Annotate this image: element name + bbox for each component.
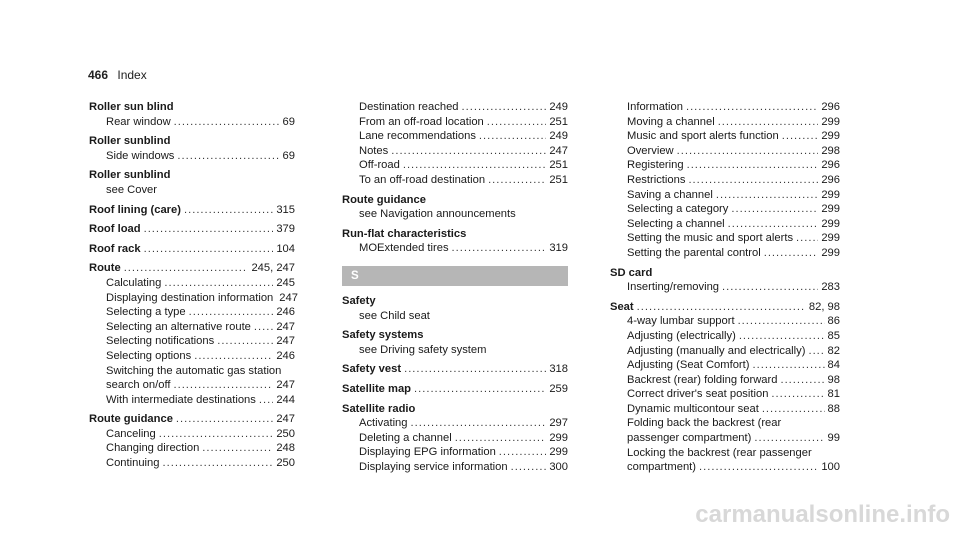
dot-leader: [499, 445, 547, 460]
page-reference[interactable]: 296: [821, 101, 840, 113]
index-entry: [89, 203, 295, 218]
index-entry: [342, 100, 568, 188]
index-entry: [89, 168, 295, 197]
index-subentry[interactable]: [89, 393, 295, 408]
dot-leader: [716, 188, 818, 203]
subentry-text: Side windows: [106, 149, 175, 162]
index-subentry[interactable]: [342, 100, 568, 115]
index-subentry[interactable]: [610, 202, 840, 217]
dot-leader: [753, 358, 825, 373]
page-reference[interactable]: 299: [549, 446, 568, 459]
index-subentry[interactable]: [342, 158, 568, 173]
subentry-text: Locking the backrest (rear passenger: [627, 446, 812, 459]
dot-leader: [174, 115, 280, 130]
subentry-text: Moving a channel: [627, 115, 715, 128]
page-reference[interactable]: 250: [276, 457, 295, 470]
dot-leader: [194, 349, 273, 364]
index-subentry[interactable]: [89, 183, 295, 198]
dot-leader: [217, 334, 273, 349]
dot-leader: [411, 416, 547, 431]
dot-leader: [722, 280, 818, 295]
subentry-text: Selecting a channel: [627, 217, 725, 230]
index-term-line[interactable]: [610, 266, 840, 281]
index-term: Safety: [342, 294, 376, 307]
page-reference[interactable]: 251: [549, 115, 568, 128]
dot-leader: [687, 158, 819, 173]
index-entry: [89, 412, 295, 470]
dot-leader: [163, 456, 274, 471]
page-reference[interactable]: 299: [821, 232, 840, 245]
page-reference[interactable]: 298: [821, 144, 840, 157]
dot-leader: [176, 412, 273, 427]
index-term-line[interactable]: [89, 203, 295, 218]
index-term-line[interactable]: [89, 222, 295, 237]
index-term-line[interactable]: [342, 294, 568, 309]
index-subentry[interactable]: [610, 373, 840, 388]
subentry-text: Lane recommendations: [359, 130, 476, 143]
index-subentry[interactable]: [610, 173, 840, 188]
index-term-line[interactable]: [89, 100, 295, 115]
index-column-3: [610, 100, 840, 480]
page-reference[interactable]: 299: [821, 115, 840, 128]
index-term-line[interactable]: [342, 382, 568, 397]
dot-leader: [718, 115, 819, 130]
subentry-text: Continuing: [106, 457, 160, 470]
index-entry: [89, 134, 295, 163]
index-subentry[interactable]: [89, 349, 295, 364]
section-title: Index: [117, 68, 147, 82]
page-reference[interactable]: 98: [827, 373, 840, 386]
index-subentry[interactable]: [610, 246, 840, 261]
subentry-text: With intermediate destinations: [106, 393, 256, 406]
index-subentry[interactable]: [610, 100, 840, 115]
watermark: carmanualsonline.info: [695, 501, 950, 528]
subentry-text: Selecting notifications: [106, 335, 215, 348]
dot-leader: [731, 202, 818, 217]
index-term: Route guidance: [89, 413, 173, 426]
subentry-text: search on/off: [106, 379, 171, 392]
index-subentry[interactable]: [342, 129, 568, 144]
page-reference[interactable]: 247: [276, 335, 295, 348]
index-subentry[interactable]: [610, 416, 840, 431]
dot-leader: [699, 460, 818, 475]
index-subentry[interactable]: [610, 217, 840, 232]
index-term: Roof lining (care): [89, 203, 181, 216]
index-term-line[interactable]: [342, 402, 568, 417]
index-subentry[interactable]: [342, 173, 568, 188]
index-entry: [342, 227, 568, 256]
index-subentry[interactable]: [342, 241, 568, 256]
dot-leader: [254, 320, 273, 335]
dot-leader: [391, 144, 546, 159]
subentry-text: Setting the music and sport alerts: [627, 232, 794, 245]
section-letter-bar: S: [342, 266, 568, 286]
index-term: Roller sunblind: [89, 169, 171, 182]
page-reference[interactable]: 69: [282, 115, 295, 128]
subentry-text: see Child seat: [359, 309, 430, 322]
index-entry: [342, 294, 568, 323]
subentry-text: Deleting a channel: [359, 431, 452, 444]
dot-leader: [738, 314, 825, 329]
subentry-text: Calculating: [106, 276, 162, 289]
index-subentry[interactable]: [610, 344, 840, 359]
subentry-text: Dynamic multicontour seat: [627, 402, 759, 415]
dot-leader: [728, 217, 819, 232]
subentry-text: Canceling: [106, 427, 156, 440]
dot-leader: [782, 129, 819, 144]
index-subentry[interactable]: [610, 358, 840, 373]
page-reference[interactable]: 318: [549, 363, 568, 376]
dot-leader: [637, 300, 806, 315]
dot-leader: [677, 144, 819, 159]
page-reference[interactable]: 299: [821, 188, 840, 201]
page-reference[interactable]: 84: [827, 359, 840, 372]
page-reference[interactable]: 299: [821, 203, 840, 216]
index-entry: [89, 222, 295, 237]
index-subentry[interactable]: [610, 280, 840, 295]
index-subentry[interactable]: [89, 320, 295, 335]
index-term: Roof load: [89, 223, 141, 236]
index-term: Roller sun blind: [89, 101, 174, 113]
index-subentry[interactable]: [89, 291, 298, 306]
page-reference[interactable]: 283: [821, 281, 840, 294]
index-subentry[interactable]: [342, 115, 568, 130]
index-term: Satellite radio: [342, 402, 416, 415]
dot-leader: [764, 246, 819, 261]
dot-leader: [780, 373, 824, 388]
index-subentry[interactable]: [610, 231, 840, 246]
index-subentry[interactable]: [610, 314, 840, 329]
index-term-line[interactable]: [342, 227, 568, 242]
dot-leader: [488, 173, 546, 188]
subentry-text: Restrictions: [627, 173, 686, 186]
index-term-line[interactable]: [610, 300, 840, 315]
index-term: Roof rack: [89, 242, 141, 255]
index-entry: [89, 100, 295, 129]
page-reference[interactable]: 82, 98: [808, 300, 840, 313]
dot-leader: [403, 158, 546, 173]
index-entry: [342, 362, 568, 377]
subentry-text: Selecting a type: [106, 306, 186, 319]
subentry-text: Adjusting (Seat Comfort): [627, 359, 750, 372]
index-subentry[interactable]: [89, 378, 295, 393]
page-reference[interactable]: 247: [549, 144, 568, 157]
page-reference[interactable]: 81: [827, 388, 840, 401]
index-subentry[interactable]: [89, 427, 295, 442]
dot-leader: [511, 460, 547, 475]
index-entry: [342, 328, 568, 357]
index-subentry[interactable]: [89, 149, 295, 164]
dot-leader: [177, 149, 279, 164]
index-entry: [342, 402, 568, 475]
index-subentry[interactable]: [342, 445, 568, 460]
subentry-text: Setting the parental control: [627, 246, 761, 259]
page-reference[interactable]: 379: [276, 223, 295, 236]
dot-leader: [144, 222, 274, 237]
index-term-line[interactable]: [89, 261, 295, 276]
page-reference[interactable]: 86: [827, 315, 840, 328]
page-reference[interactable]: 85: [827, 329, 840, 342]
dot-leader: [455, 431, 547, 446]
dot-leader: [754, 431, 824, 446]
subentry-text: Adjusting (manually and electrically): [627, 344, 806, 357]
subentry-text: Rear window: [106, 115, 171, 128]
index-subentry[interactable]: [610, 446, 840, 461]
page-reference[interactable]: 319: [549, 242, 568, 255]
dot-leader: [404, 362, 546, 377]
dot-leader: [688, 173, 818, 188]
page-reference[interactable]: 296: [821, 159, 840, 172]
subentry-text: Off-road: [359, 159, 400, 172]
index-subentry[interactable]: [610, 431, 840, 446]
dot-leader: [159, 427, 274, 442]
index-subentry[interactable]: [89, 115, 295, 130]
index-term: Satellite map: [342, 382, 412, 395]
subentry-text: passenger compartment): [627, 432, 752, 445]
page-reference[interactable]: 82: [827, 344, 840, 357]
page-header: [88, 68, 147, 82]
page-reference[interactable]: 297: [549, 417, 568, 430]
page-reference[interactable]: 299: [549, 431, 568, 444]
subentry-text: see Navigation announcements: [359, 208, 516, 221]
index-subentry[interactable]: [342, 309, 568, 324]
page-number: 466: [88, 68, 109, 82]
page-reference[interactable]: 249: [549, 130, 568, 143]
index-subentry[interactable]: [89, 441, 295, 456]
index-term-line[interactable]: [342, 328, 568, 343]
subentry-text: compartment): [627, 461, 697, 474]
index-term-line[interactable]: [342, 362, 568, 377]
page-reference[interactable]: 246: [276, 349, 295, 362]
page-reference[interactable]: 104: [276, 242, 295, 255]
dot-leader: [452, 241, 547, 256]
page-reference[interactable]: 251: [549, 173, 568, 186]
subentry-text: Displaying destination information: [106, 291, 274, 304]
index-term: Run-flat characteristics: [342, 227, 467, 240]
index-subentry[interactable]: [610, 129, 840, 144]
subentry-text: Overview: [627, 144, 674, 157]
page-reference[interactable]: 248: [276, 442, 295, 455]
page-reference[interactable]: 88: [827, 402, 840, 415]
page-reference[interactable]: 246: [276, 306, 295, 319]
page-reference[interactable]: 247: [276, 379, 295, 392]
subentry-text: To an off-road destination: [359, 173, 486, 186]
dot-leader: [771, 387, 824, 402]
subentry-text: Displaying EPG information: [359, 446, 496, 459]
page-reference[interactable]: 69: [282, 149, 295, 162]
page-reference[interactable]: 299: [821, 130, 840, 143]
index-subentry[interactable]: [610, 144, 840, 159]
subentry-text: Correct driver's seat position: [627, 388, 769, 401]
page-reference[interactable]: 249: [549, 101, 568, 113]
dot-leader: [259, 393, 273, 408]
page-reference[interactable]: 99: [827, 432, 840, 445]
index-entry: [610, 266, 840, 295]
subentry-text: MOExtended tires: [359, 242, 449, 255]
page-reference[interactable]: 244: [276, 393, 295, 406]
dot-leader: [487, 115, 547, 130]
index-term-line[interactable]: [342, 193, 568, 208]
page-reference[interactable]: 296: [821, 173, 840, 186]
index-subentry[interactable]: [342, 207, 568, 222]
index-subentry[interactable]: [610, 188, 840, 203]
index-term-line[interactable]: [89, 242, 295, 257]
index-subentry[interactable]: [342, 343, 568, 358]
index-term-line[interactable]: [89, 134, 295, 149]
index-term: Route: [89, 262, 121, 275]
subentry-text: Saving a channel: [627, 188, 713, 201]
index-subentry[interactable]: [610, 158, 840, 173]
index-term: Roller sunblind: [89, 135, 171, 148]
index-term: Safety systems: [342, 329, 424, 342]
index-term: Route guidance: [342, 193, 426, 206]
index-subentry[interactable]: [342, 144, 568, 159]
subentry-text: Switching the automatic gas station: [106, 364, 282, 377]
index-subentry[interactable]: [89, 334, 295, 349]
dot-leader: [144, 242, 274, 257]
index-subentry[interactable]: [610, 402, 840, 417]
subentry-text: Displaying service information: [359, 460, 508, 473]
dot-leader: [124, 261, 249, 276]
index-entry: [342, 382, 568, 397]
subentry-text: Folding back the backrest (rear: [627, 417, 782, 430]
subentry-text: Destination reached: [359, 101, 459, 113]
dot-leader: [202, 441, 273, 456]
index-term-line[interactable]: [89, 412, 295, 427]
page-reference[interactable]: 247: [276, 320, 295, 333]
page-reference[interactable]: 247: [276, 413, 295, 426]
page-reference[interactable]: 250: [276, 427, 295, 440]
index-subentry[interactable]: [610, 387, 840, 402]
index-term: Seat: [610, 300, 634, 313]
dot-leader: [479, 129, 546, 144]
dot-leader: [164, 276, 273, 291]
index-subentry[interactable]: [89, 364, 295, 379]
subentry-text: Activating: [359, 417, 408, 430]
subentry-text: Notes: [359, 144, 389, 157]
page-reference[interactable]: 245: [276, 276, 295, 289]
dot-leader: [184, 203, 273, 218]
page-reference[interactable]: 259: [549, 382, 568, 395]
index-term: Safety vest: [342, 363, 402, 376]
subentry-text: see Driving safety system: [359, 343, 487, 356]
subentry-text: From an off-road location: [359, 115, 484, 128]
index-subentry[interactable]: [342, 431, 568, 446]
dot-leader: [462, 100, 547, 115]
index-column-1: [89, 100, 298, 476]
index-subentry[interactable]: [610, 115, 840, 130]
dot-leader: [739, 329, 825, 344]
page-reference[interactable]: 300: [549, 460, 568, 473]
index-subentry[interactable]: [342, 460, 568, 475]
subentry-text: Selecting an alternative route: [106, 320, 251, 333]
page-reference[interactable]: 247: [279, 291, 298, 304]
index-column-2: [342, 100, 568, 479]
page-reference[interactable]: 315: [276, 203, 295, 216]
index-subentry[interactable]: [89, 305, 295, 320]
index-subentry[interactable]: [89, 456, 295, 471]
subentry-text: Registering: [627, 159, 684, 172]
index-entry: [89, 261, 298, 407]
subentry-text: Information: [627, 101, 683, 113]
dot-leader: [414, 382, 546, 397]
page-reference[interactable]: 100: [821, 461, 840, 474]
subentry-text: Backrest (rear) folding forward: [627, 373, 778, 386]
dot-leader: [686, 100, 818, 115]
subentry-text: see Cover: [106, 183, 157, 196]
dot-leader: [189, 305, 274, 320]
subentry-text: 4-way lumbar support: [627, 315, 735, 328]
subentry-text: Selecting a category: [627, 203, 729, 216]
index-entry: [89, 242, 295, 257]
dot-leader: [808, 344, 824, 359]
page-reference[interactable]: 251: [549, 159, 568, 172]
subentry-text: Adjusting (electrically): [627, 329, 736, 342]
dot-leader: [796, 231, 818, 246]
subentry-text: Music and sport alerts function: [627, 130, 779, 143]
index-subentry[interactable]: [610, 329, 840, 344]
page-reference[interactable]: 245, 247: [251, 262, 295, 275]
index-subentry[interactable]: [610, 460, 840, 475]
subentry-text: Inserting/removing: [627, 281, 720, 294]
index-entry: [610, 300, 840, 475]
index-subentry[interactable]: [89, 276, 295, 291]
dot-leader: [762, 402, 825, 417]
dot-leader: [173, 378, 273, 393]
subentry-text: Changing direction: [106, 442, 200, 455]
subentry-text: Selecting options: [106, 349, 192, 362]
page-reference[interactable]: 299: [821, 246, 840, 259]
page-reference[interactable]: 299: [821, 217, 840, 230]
index-term: SD card: [610, 266, 653, 279]
index-subentry[interactable]: [342, 416, 568, 431]
index-term-line[interactable]: [89, 168, 295, 183]
index-entry: [342, 193, 568, 222]
index-entry: [610, 100, 840, 261]
